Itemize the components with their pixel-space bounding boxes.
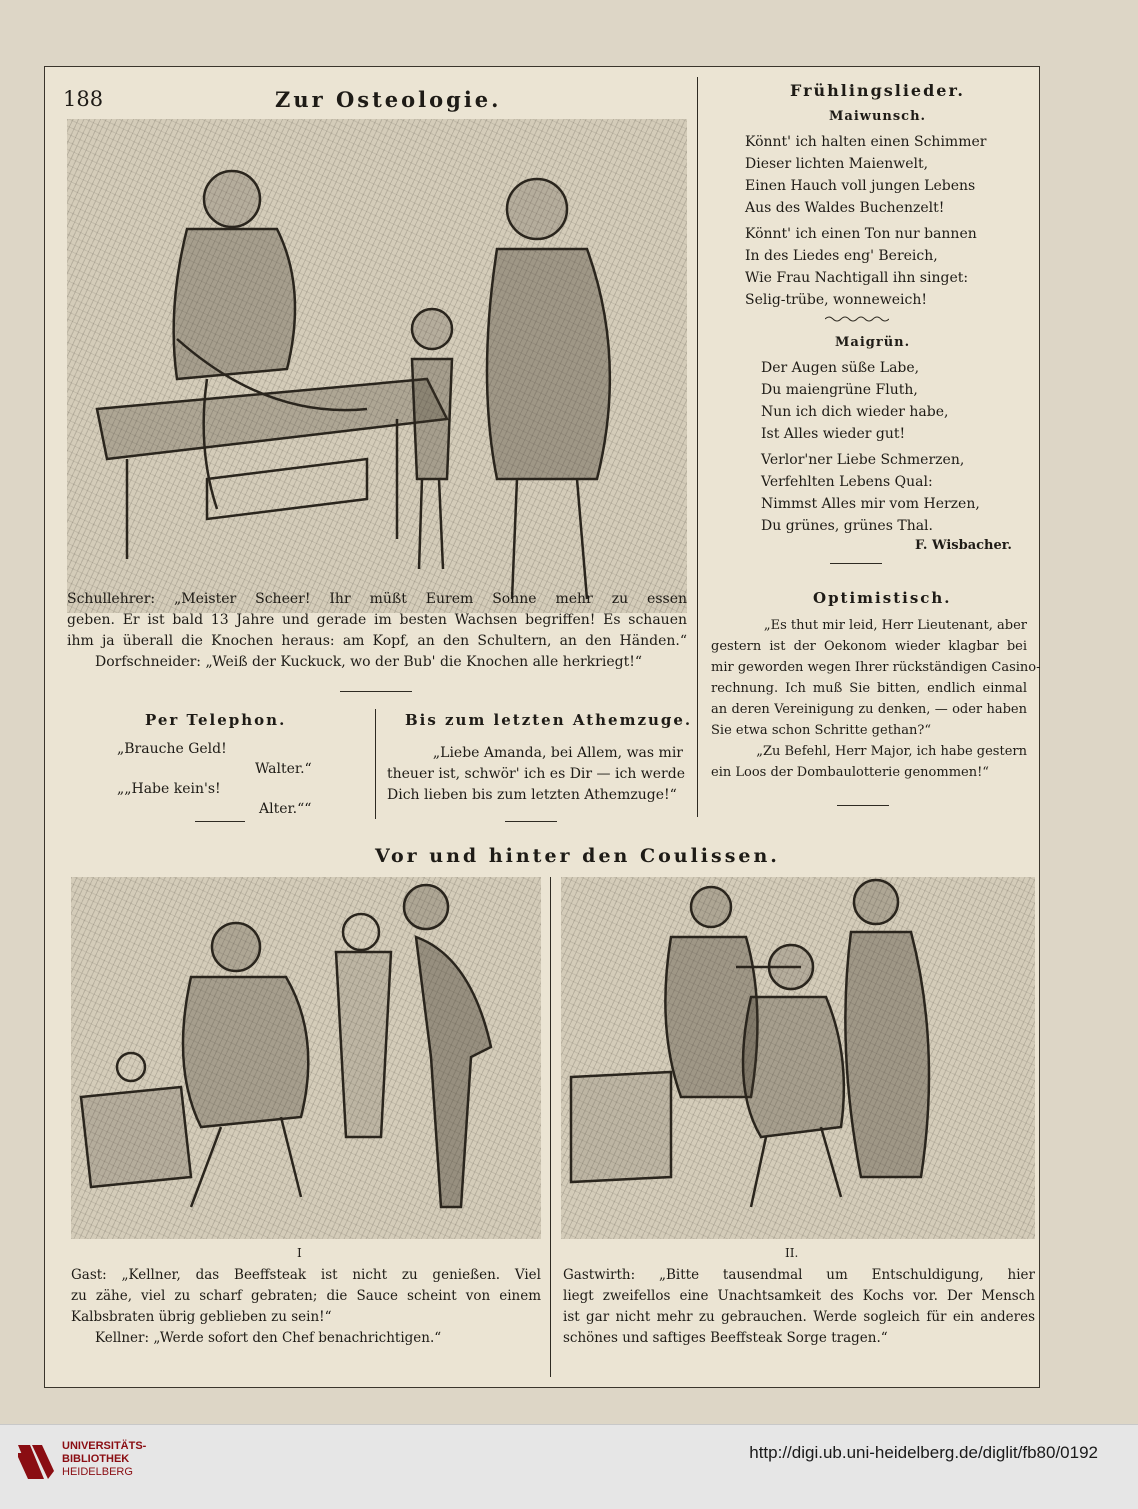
fruehlingslieder-title: Frühlingslieder. <box>790 81 965 100</box>
panel-1-caption-line-4: Kellner: „Werde sofort den Chef benachrichtigen.“ <box>95 1330 442 1346</box>
maigruen-title: Maigrün. <box>835 335 911 350</box>
divider <box>505 821 557 822</box>
telephon-line-3: „„Habe kein's! <box>117 781 221 797</box>
panel-1-number: I <box>297 1246 302 1260</box>
poem-line: Könnt' ich einen Ton nur bannen <box>745 226 977 242</box>
optimistisch-title: Optimistisch. <box>813 589 952 607</box>
illustration-tailor-shop <box>67 119 687 613</box>
poem-line: Könnt' ich halten einen Schimmer <box>745 134 987 150</box>
athemzuge-line-3: Dich lieben bis zum letzten Athemzuge!“ <box>387 787 677 803</box>
illustration-innkeeper <box>561 877 1035 1239</box>
panel-2-caption-line-2: liegt zweifellos eine Unachtsamkeit des Kochs vor. Der Mensch <box>563 1288 1035 1304</box>
optimistisch-line-2: gestern ist der Oekonom wieder klagbar bei <box>711 639 1027 654</box>
optimistisch-line-5: an deren Vereinigung zu denken, — oder haben <box>711 702 1027 717</box>
athemzuge-line-2: theuer ist, schwör' ich es Dir — ich werde <box>387 766 685 782</box>
telephon-title: Per Telephon. <box>145 711 287 729</box>
telephon-line-1: „Brauche Geld! <box>117 741 227 757</box>
poem-line: Ist Alles wieder gut! <box>761 426 906 442</box>
maiwunsch-stanza-1 <box>745 131 986 219</box>
poem-line: Aus des Waldes Buchenzelt! <box>745 200 945 216</box>
optimistisch-line-3: mir geworden wegen Ihrer rückständigen Casino- <box>711 660 1041 675</box>
divider <box>195 821 245 822</box>
optimistisch-line-8: ein Loos der Dombaulotterie genommen!“ <box>711 765 989 780</box>
poem-line: Wie Frau Nachtigall ihn singet: <box>745 270 969 286</box>
divider <box>340 691 412 692</box>
poem-line: Du maiengrüne Fluth, <box>761 382 918 398</box>
maiwunsch-title: Maiwunsch. <box>829 109 927 124</box>
athemzuge-line-1: „Liebe Amanda, bei Allem, was mir <box>432 745 683 761</box>
poem-line: Dieser lichten Maienwelt, <box>745 156 929 172</box>
page-number: 188 <box>63 87 104 111</box>
panel-2-number: II. <box>785 1246 799 1260</box>
column-divider <box>375 709 376 819</box>
divider <box>830 563 882 564</box>
logo-line-2: BIBLIOTHEK <box>62 1453 130 1465</box>
osteologie-caption-line-2: geben. Er ist bald 13 Jahre und gerade im besten Wachsen begriffen! Es schauen <box>67 612 687 628</box>
panel-1-caption-line-3: Kalbsbraten übrig geblieben zu sein!“ <box>71 1309 332 1325</box>
osteologie-title: Zur Osteologie. <box>275 87 502 112</box>
poem-line: Der Augen süße Labe, <box>761 360 920 376</box>
footer-bar <box>0 1424 1138 1509</box>
poem-line: Nun ich dich wieder habe, <box>761 404 949 420</box>
poem-line: Selig-trübe, wonneweich! <box>745 292 927 308</box>
osteologie-caption-line-3: ihm ja überall die Knochen heraus: am Kopf, an den Schultern, an den Händen.“ <box>67 633 687 649</box>
telephon-line-4: Alter.““ <box>259 801 312 817</box>
poem-line: Du grünes, grünes Thal. <box>761 518 933 534</box>
optimistisch-line-7: „Zu Befehl, Herr Major, ich habe gestern <box>756 744 1027 759</box>
poem-line: Verlor'ner Liebe Schmerzen, <box>761 452 965 468</box>
osteologie-caption-line-1: Schullehrer: „Meister Scheer! Ihr müßt Eurem Sohne mehr zu essen <box>67 591 687 607</box>
coulissen-title: Vor und hinter den Coulissen. <box>375 845 780 867</box>
column-divider <box>697 77 698 817</box>
poem-line: Nimmst Alles mir vom Herzen, <box>761 496 980 512</box>
divider <box>837 805 889 806</box>
panel-1-caption-line-2: zu zähe, viel zu scharf gebraten; die Sauce scheint von einem <box>71 1288 541 1304</box>
poem-author: F. Wisbacher. <box>915 538 1012 553</box>
page-frame <box>44 66 1040 1388</box>
maigruen-stanza-1 <box>761 357 948 445</box>
optimistisch-line-6: Sie etwa schon Schritte gethan?“ <box>711 723 932 738</box>
optimistisch-line-1: „Es thut mir leid, Herr Lieutenant, aber <box>763 618 1027 633</box>
maigruen-stanza-2 <box>761 449 980 537</box>
poem-line: Verfehlten Lebens Qual: <box>761 474 933 490</box>
source-url-link[interactable]: http://digi.ub.uni-heidelberg.de/diglit/fb80/0192 <box>749 1443 1098 1462</box>
optimistisch-line-4: rechnung. Ich muß Sie bitten, endlich einmal <box>711 681 1027 696</box>
panel-2-caption-line-4: schönes und saftiges Beeffsteak Sorge tragen.“ <box>563 1330 888 1346</box>
illustration-innkeeper-drawing <box>561 877 1035 1239</box>
illustration-tailor-shop-drawing <box>67 119 687 613</box>
wavy-divider <box>825 315 889 323</box>
logo-line-3: HEIDELBERG <box>62 1466 133 1478</box>
panel-divider <box>550 877 551 1377</box>
panel-1-caption-line-1: Gast: „Kellner, das Beeffsteak ist nicht zu genießen. Viel <box>71 1267 541 1283</box>
panel-2-caption-line-1: Gastwirth: „Bitte tausendmal um Entschuldigung, hier <box>563 1267 1035 1283</box>
poem-line: In des Liedes eng' Bereich, <box>745 248 938 264</box>
university-logo-icon[interactable] <box>16 1439 56 1483</box>
osteologie-caption-line-4: Dorfschneider: „Weiß der Kuckuck, wo der Bub' die Knochen alle herkriegt!“ <box>95 654 642 670</box>
logo-line-1: UNIVERSITÄTS- <box>62 1440 147 1452</box>
athemzuge-title: Bis zum letzten Athemzuge. <box>405 711 693 729</box>
panel-2-caption-line-3: ist gar nicht mehr zu gebrauchen. Werde sogleich für ein anderes <box>563 1309 1035 1325</box>
poem-line: Einen Hauch voll jungen Lebens <box>745 178 976 194</box>
maiwunsch-stanza-2 <box>745 223 977 311</box>
telephon-line-2: Walter.“ <box>255 761 312 777</box>
illustration-guest-and-waiter-drawing <box>71 877 541 1239</box>
illustration-guest-and-waiter <box>71 877 541 1239</box>
